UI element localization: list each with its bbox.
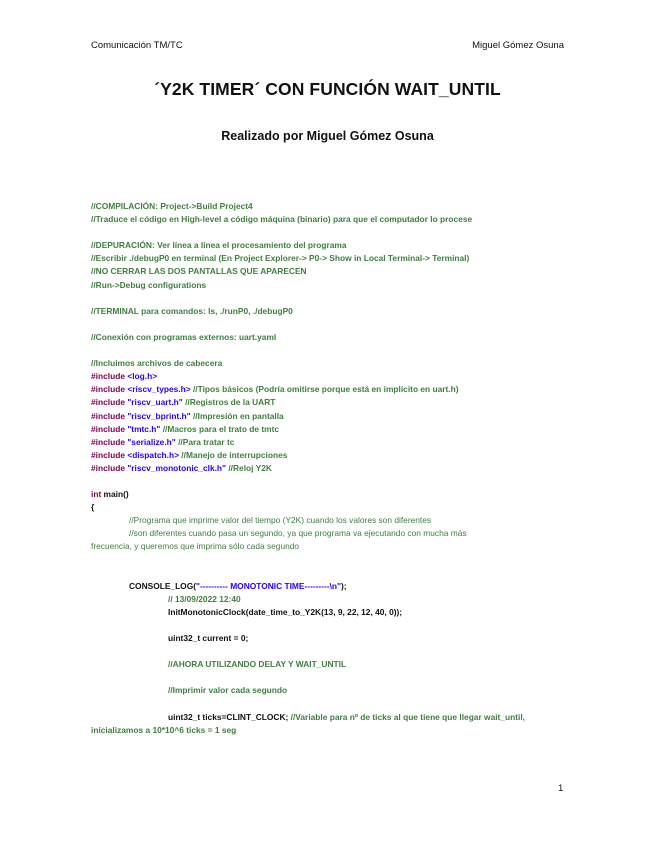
console-log-fn: CONSOLE_LOG( <box>129 580 197 591</box>
include-file: "riscv_uart.h" <box>127 397 183 408</box>
console-log-line <box>91 580 571 593</box>
comment-line: frecuencia, y queremos que imprima sólo cada segundo <box>91 541 300 552</box>
include-file: "serialize.h" <box>127 436 176 447</box>
header-right: Miguel Gómez Osuna <box>472 40 564 51</box>
include-file: <dispatch.h> <box>127 449 179 460</box>
comment-line: //Conexión con programas externos: uart.yaml <box>91 331 277 342</box>
comment-line: //COMPILACIÓN: Project->Build Project4 <box>91 201 253 211</box>
include-keyword: #include <box>91 371 125 382</box>
include-keyword: #include <box>91 436 125 447</box>
include-comment: //Macros para el trato de tmtc <box>160 423 280 434</box>
include-comment: //Manejo de interrupciones <box>178 449 288 460</box>
include-comment: //Reloj Y2K <box>226 462 272 473</box>
include-keyword: #include <box>91 397 125 408</box>
include-keyword: #include <box>91 462 125 473</box>
code-line <box>91 711 571 724</box>
include-comment: //Tipos básicos (Podría omitirse porque está en implícito en uart.h) <box>190 384 459 395</box>
comment-line: //TERMINAL para comandos: ls, ./runP0, ./debugP0 <box>91 305 293 316</box>
comment-line: //Programa que imprime valor del tiempo (Y2K) cuando los valores son diferentes <box>129 515 432 526</box>
include-keyword: #include <box>91 384 125 395</box>
comment-line: //Escribir ./debugP0 en terminal (En Project Explorer-> P0-> Show in Local Terminal-> Terminal) <box>91 253 470 264</box>
include-comment: //Para tratar tc <box>175 436 235 447</box>
include-file: "tmtc.h" <box>127 423 161 434</box>
comment-line: //NO CERRAR LAS DOS PANTALLAS QUE APARECEN <box>91 266 307 277</box>
include-line <box>91 436 571 449</box>
ticks-comment: //Variable para nº de ticks al que tiene que llegar wait_until, <box>288 711 526 722</box>
include-line <box>91 423 571 436</box>
include-line <box>91 449 571 462</box>
code-line: InitMonotonicClock(date_time_to_Y2K(13, 9, 22, 12, 40, 0)); <box>168 606 403 617</box>
comment-line: //son diferentes cuando pasa un segundo, ya que programa va ejecutando con mucha más <box>129 528 467 539</box>
document-title: ´Y2K TIMER´ CON FUNCIÓN WAIT_UNTIL <box>154 79 501 99</box>
comment-line: // 13/09/2022 12:40 <box>168 593 241 604</box>
comment-line: //Traduce el código en High-level a código máquina (binario) para que el computador lo procese <box>91 214 473 225</box>
include-line <box>91 370 571 383</box>
comment-line: //DEPURACIÓN: Ver línea a línea el procesamiento del programa <box>91 240 347 251</box>
comment-line: //AHORA UTILIZANDO DELAY Y WAIT_UNTIL <box>168 659 347 670</box>
main-name: main() <box>101 489 129 500</box>
int-keyword: int <box>91 489 102 500</box>
include-comment: //Registros de la UART <box>182 397 276 408</box>
include-file: <log.h> <box>127 371 158 382</box>
code-line: uint32_t current = 0; <box>168 633 249 644</box>
document-author: Realizado por Miguel Gómez Osuna <box>221 129 434 143</box>
comment-line: //Incluimos archivos de cabecera <box>91 358 223 369</box>
include-keyword: #include <box>91 423 125 434</box>
comment-line: //Run->Debug configurations <box>91 279 207 290</box>
include-file: <riscv_types.h> <box>127 384 191 395</box>
comment-line: inicializamos a 10*10^6 ticks = 1 seg <box>91 724 237 735</box>
code-listing <box>91 200 571 737</box>
include-keyword: #include <box>91 410 125 421</box>
include-file: "riscv_bprint.h" <box>127 410 191 421</box>
include-keyword: #include <box>91 449 125 460</box>
console-log-string: "---------- MONOTONIC TIME---------\n" <box>196 580 342 591</box>
include-file: "riscv_monotonic_clk.h" <box>127 462 227 473</box>
include-line <box>91 396 571 409</box>
page-number: 1 <box>558 783 564 794</box>
main-signature <box>91 488 571 501</box>
include-comment: //Impresión en pantalla <box>190 410 284 421</box>
comment-line: //Imprimir valor cada segundo <box>168 685 288 696</box>
console-log-end: ); <box>341 580 347 591</box>
include-line <box>91 462 571 475</box>
ticks-decl: uint32_t ticks=CLINT_CLOCK; <box>168 711 289 722</box>
include-line <box>91 410 571 423</box>
include-line <box>91 383 571 396</box>
header-left: Comunicación TM/TC <box>91 40 183 51</box>
open-brace: { <box>91 502 95 513</box>
